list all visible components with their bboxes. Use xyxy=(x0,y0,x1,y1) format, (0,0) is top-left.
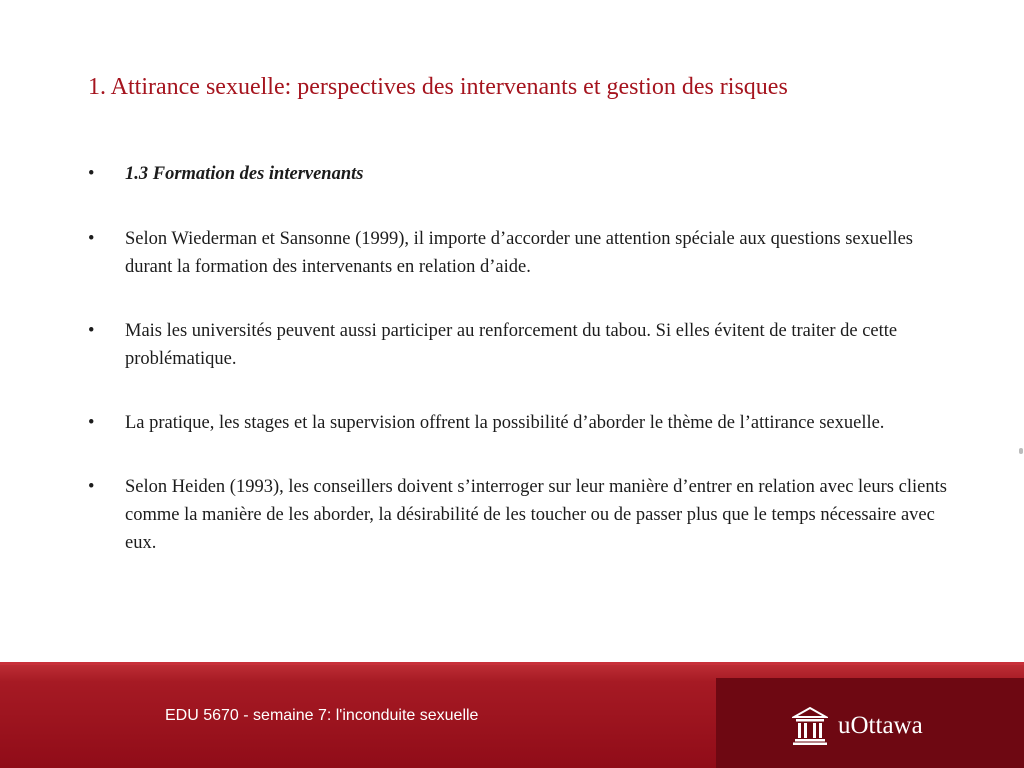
bullet-item xyxy=(88,317,948,373)
bullet-item xyxy=(88,473,948,557)
bullet-item xyxy=(88,409,948,437)
bullet-text: Selon Heiden (1993), les conseillers doivent s’interroger sur leur manière d’entrer en relation avec leurs clients comme la manière de les aborder, la désirabilité de les toucher ou de passer plus que le temps nécessaire avec eux. xyxy=(125,477,947,553)
course-label: EDU 5670 - semaine 7: l'inconduite sexuelle xyxy=(165,707,479,724)
footer-top-line xyxy=(0,662,1024,665)
section-heading: 1.3 Formation des intervenants xyxy=(125,164,364,184)
slide-title: 1. Attirance sexuelle: perspectives des intervenants et gestion des risques xyxy=(88,74,788,100)
bullet-marker: • xyxy=(88,321,95,341)
bullet-marker: • xyxy=(88,164,95,184)
bullet-list xyxy=(88,160,948,557)
bullet-marker: • xyxy=(88,477,95,497)
university-building-icon xyxy=(792,706,828,746)
logo-text: uOttawa xyxy=(838,712,923,739)
uottawa-logo xyxy=(792,706,923,746)
edge-mark xyxy=(1019,448,1023,454)
bullet-marker: • xyxy=(88,413,95,433)
bullet-text: Selon Wiederman et Sansonne (1999), il importe d’accorder une attention spéciale aux questions sexuelles durant la formation des intervenants en relation d’aide. xyxy=(125,229,914,277)
bullet-text: La pratique, les stages et la supervision offrent la possibilité d’aborder le thème de l’attirance sexuelle. xyxy=(125,413,885,433)
bullet-text: Mais les universités peuvent aussi participer au renforcement du tabou. Si elles évitent de traiter de cette problématique. xyxy=(125,321,898,369)
bullet-marker: • xyxy=(88,229,95,249)
bullet-item xyxy=(88,160,948,188)
bullet-item xyxy=(88,225,948,281)
